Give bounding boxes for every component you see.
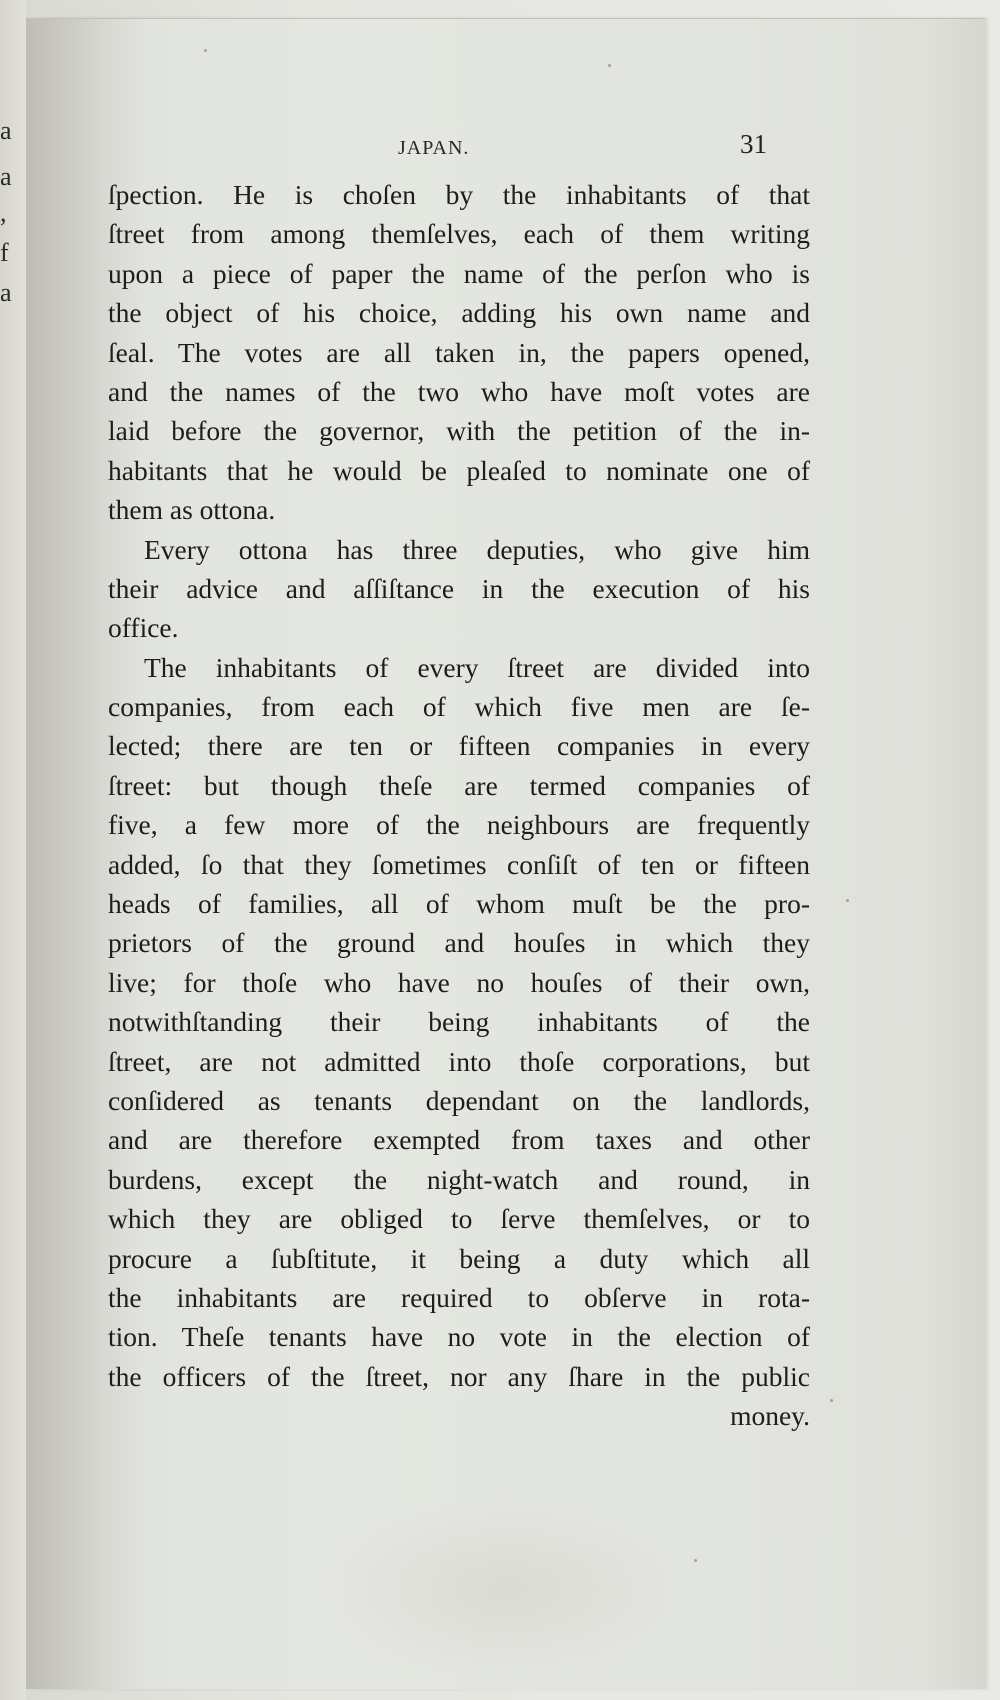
text-line: notwithſtanding their being inhabitants of the: [108, 1006, 810, 1038]
text-line: Every ottona has three deputies, who give him: [144, 533, 810, 565]
text-line: The inhabitants of every ſtreet are divided into: [144, 651, 810, 683]
facing-page-fragment: a: [0, 162, 12, 191]
text-line: the object of his choice, adding his own name and: [108, 297, 810, 329]
text-line: conſidered as tenants dependant on the landlords,: [108, 1084, 810, 1116]
text-line: ſpection. He is choſen by the inhabitants of that: [108, 179, 810, 210]
text-line: and the names of the two who have moſt votes are: [108, 375, 810, 407]
text-line: office.: [108, 612, 179, 644]
text-line: them as ottona.: [108, 494, 276, 526]
paragraph-1: [108, 175, 810, 530]
running-head: JAPAN.: [398, 137, 470, 159]
book-page: [26, 18, 986, 1689]
text-line: tion. Theſe tenants have no vote in the election of: [108, 1321, 810, 1353]
page-number: 31: [740, 129, 767, 159]
text-line: procure a ſubſtitute, it being a duty which all: [108, 1242, 810, 1274]
text-line: the officers of the ſtreet, nor any ſhare in the public: [108, 1360, 810, 1392]
text-line: laid before the governor, with the petition of the in-: [108, 415, 810, 447]
text-line: prietors of the ground and houſes in which they: [108, 927, 810, 959]
text-line: the inhabitants are required to obſerve in rota-: [108, 1281, 810, 1313]
text-line: burdens, except the night-watch and round, in: [108, 1163, 810, 1195]
text-line: upon a piece of paper the name of the perſon who is: [108, 257, 810, 289]
facing-page-fragment: a: [0, 278, 12, 307]
facing-page-edge: [0, 0, 26, 1700]
text-line: companies, from each of which five men are ſe-: [108, 691, 810, 723]
text-line: which they are obliged to ſerve themſelves, or to: [108, 1203, 810, 1235]
facing-page-fragment: a: [0, 116, 12, 145]
text-line: and are therefore exempted from taxes and other: [108, 1124, 810, 1156]
text-line: ſtreet from among themſelves, each of them writing: [108, 218, 810, 250]
text-line: their advice and aſſiſtance in the execution of his: [108, 572, 810, 604]
paragraph-3: [108, 648, 810, 1396]
facing-page-fragment: f: [0, 238, 9, 267]
text-line: habitants that he would be pleaſed to nominate one of: [108, 454, 810, 486]
text-line: heads of families, all of whom muſt be the pro-: [108, 888, 810, 920]
text-line: ſeal. The votes are all taken in, the papers opened,: [108, 336, 810, 368]
text-line: ſtreet: but though theſe are termed companies of: [108, 769, 810, 801]
facing-page-fragment: ,: [0, 198, 7, 227]
text-line: ſtreet, are not admitted into thoſe corporations, but: [108, 1045, 810, 1077]
catchword: money.: [730, 1400, 810, 1432]
text-line: added, ſo that they ſometimes conſiſt of ten or fifteen: [108, 848, 810, 880]
text-line: five, a few more of the neighbours are frequently: [108, 809, 810, 841]
paragraph-2: [108, 530, 810, 648]
body-text: [108, 175, 810, 1436]
text-line: lected; there are ten or fifteen companies in every: [108, 730, 810, 762]
text-line: live; for thoſe who have no houſes of their own,: [108, 966, 810, 998]
